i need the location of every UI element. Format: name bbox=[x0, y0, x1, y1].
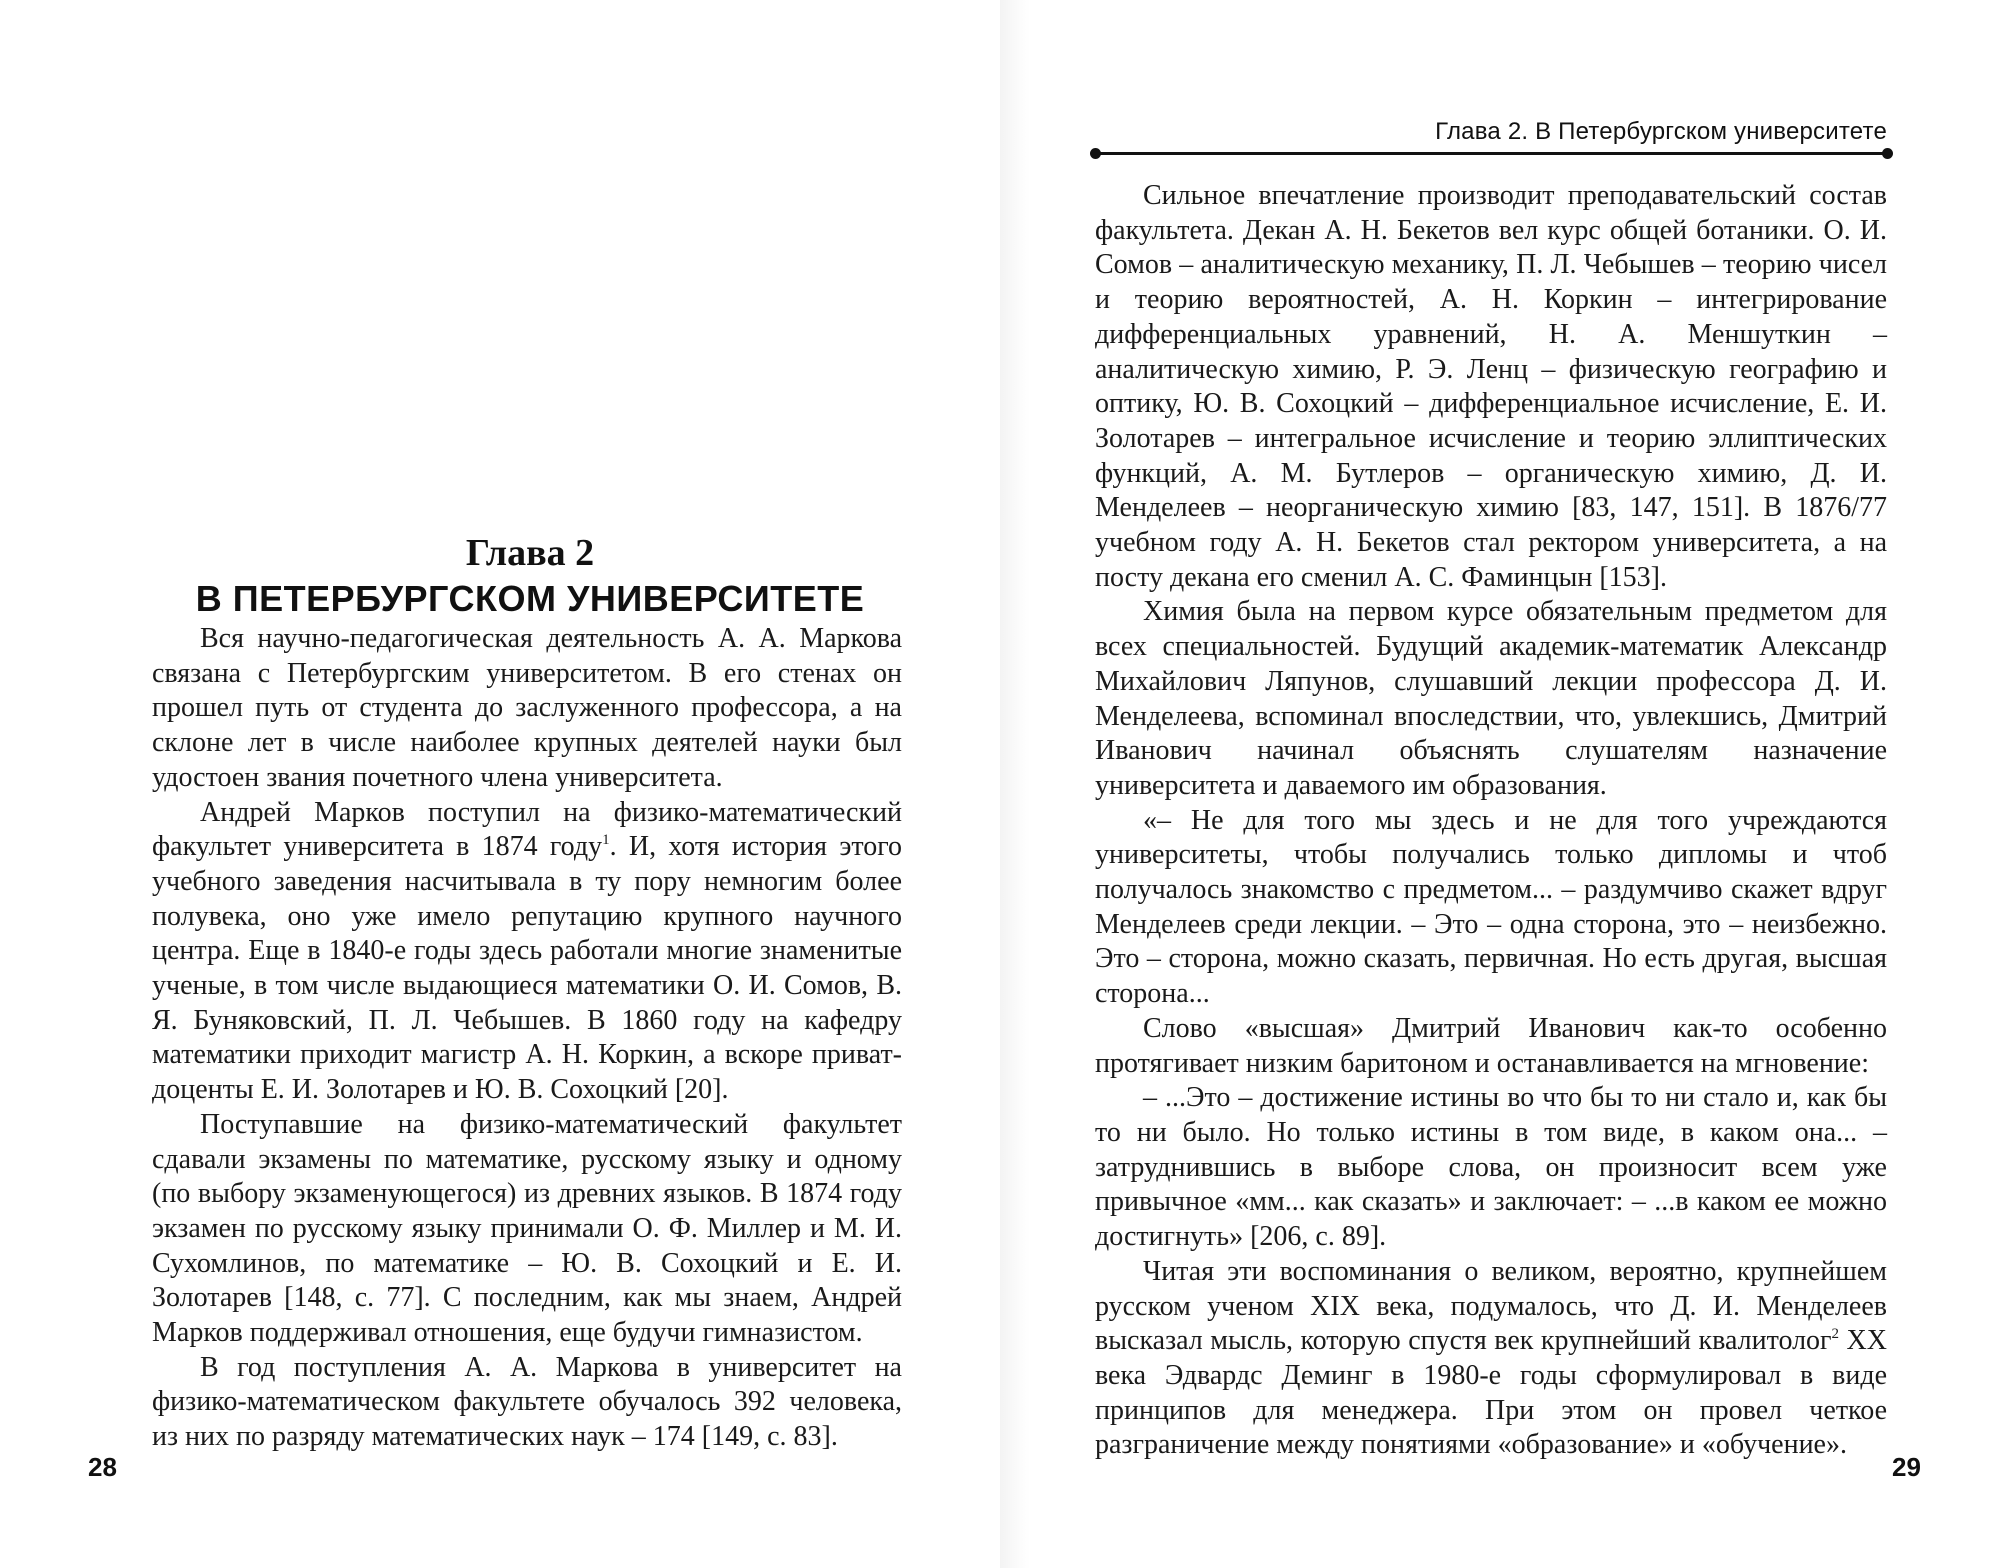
left-page-body bbox=[152, 622, 902, 1455]
paragraph: Сильное впечатление производит преподавательский состав факультета. Декан А. Н. Бекетов вел курс общей ботаники. О. И. Сомов – аналитическую механику, П. Л. Чебышев – теорию чисел и теорию вероятностей, А. Н. Коркин – интегрирование дифференциальных уравнений, Н. А. Меншуткин – аналитическую химию, Р. Э. Ленц – физическую географию и оптику, Ю. В. Сохоцкий – дифференциальное исчисление, Е. И. Золотарев – интегральное исчисление и теорию эллиптических функций, А. М. Бутлеров – органическую химию, Д. И. Менделеев – неорганическую химию [83, 147, 151]. В 1876/77 учебном году А. Н. Бекетов стал ректором университета, а на посту декана его сменил А. С. Фаминцын [153]. bbox=[1095, 180, 1887, 593]
paragraph-text: Андрей Марков поступил на физико-математический факультет университета в 1874 году bbox=[152, 796, 902, 863]
chapter-title: В ПЕТЕРБУРГСКОМ УНИВЕРСИТЕТЕ bbox=[195, 578, 865, 619]
right-page-body bbox=[1095, 179, 1887, 1463]
page-number: 29 bbox=[1892, 1452, 1921, 1482]
running-head: Глава 2. В Петербургском университете bbox=[1435, 118, 1887, 145]
paragraph-text: . И, хотя история этого учебного заведения насчитывала в ту пору немногим более полувека, оно уже имело репутацию крупного научного центра. Еще в 1840-е годы здесь работали многие знаменитые ученые, в том числе выдающиеся математики О. И. Сомов, В. Я. Буняковский, П. Л. Чебышев. В 1860 году на кафедру математики приходит магистр А. Н. Коркин, а вскоре приват-доценты Е. И. Золотарев и Ю. В. Сохоцкий [20]. bbox=[152, 831, 902, 1106]
paragraph: «– Не для того мы здесь и не для того учреждаются университеты, чтобы получались только дипломы и чтоб получалось знакомство с предметом... – раздумчиво скажет вдруг Менделеев среди лекции. – Это – одна сторона, это – неизбежно. Это – сторона, можно сказать, первичная. Но есть другая, высшая сторона... bbox=[1095, 804, 1887, 1010]
chapter-number: Глава 2 bbox=[465, 532, 595, 574]
footnote-marker: 1 bbox=[602, 832, 610, 849]
paragraph: – ...Это – достижение истины во что бы то ни стало и, как бы то ни было. Но только истины в том виде, в каком она... – затруднившись в выборе слова, он произносит всем уже привычное «мм... как сказать» и заключает: – ...в каком ее можно достигнуть» [206, с. 89]. bbox=[1095, 1082, 1887, 1253]
rule-end-dot bbox=[1882, 148, 1893, 159]
paragraph-text: Читая эти воспоминания о великом, вероятно, крупнейшем русском ученом XIX века, подумалось, что Д. И. Менделеев высказал мысль, которую спустя век крупнейший квалитолог bbox=[1095, 1255, 1887, 1357]
paragraph bbox=[1095, 1255, 1887, 1463]
paragraph: Химия была на первом курсе обязательным предметом для всех специальностей. Будущий академик-математик Александр Михайлович Ляпунов, слушавший лекции профессора Д. И. Менделеева, вспоминал впоследствии, что, увлекшись, Дмитрий Иванович начинал объяснять слушателям назначение университета и даваемого им образования. bbox=[1095, 596, 1887, 801]
page-number: 28 bbox=[88, 1452, 117, 1482]
running-head-rule bbox=[1095, 152, 1887, 155]
paragraph-text: XX века Эдвардс Деминг в 1980-е годы сформулировал в виде принципов для менеджера. При этом он провел четкое разграничение между понятиями «образование» и «обучение». bbox=[1095, 1325, 1887, 1461]
footnote-marker: 2 bbox=[1831, 1326, 1840, 1343]
paragraph: Слово «высшая» Дмитрий Иванович как-то особенно протягивает низким баритоном и останавливается на мгновение: bbox=[1095, 1012, 1887, 1079]
rule-end-dot bbox=[1090, 148, 1101, 159]
right-page bbox=[1000, 0, 2000, 1568]
paragraph: В год поступления А. А. Маркова в университет на физико-математическом факультете обучалось 392 человека, из них по разряду математических наук – 174 [149, с. 83]. bbox=[152, 1351, 902, 1453]
paragraph: Вся научно-педагогическая деятельность А. А. Маркова связана с Петербургским университетом. В его стенах он прошел путь от студента до заслуженного профессора, а на склоне лет в числе наиболее крупных деятелей науки был удостоен звания почетного члена университета. bbox=[152, 623, 902, 793]
paragraph bbox=[152, 796, 902, 1108]
paragraph: Поступавшие на физико-математический факультет сдавали экзамены по математике, русскому языку и одному (по выбору экзаменующегося) из древних языков. В 1874 году экзамен по русскому языку принимали О. Ф. Миллер и М. И. Сухомлинов, по математике – Ю. В. Сохоцкий и Е. И. Золотарев [148, с. 77]. С последним, как мы знаем, Андрей Марков поддерживал отношения, еще будучи гимназистом. bbox=[152, 1108, 902, 1349]
